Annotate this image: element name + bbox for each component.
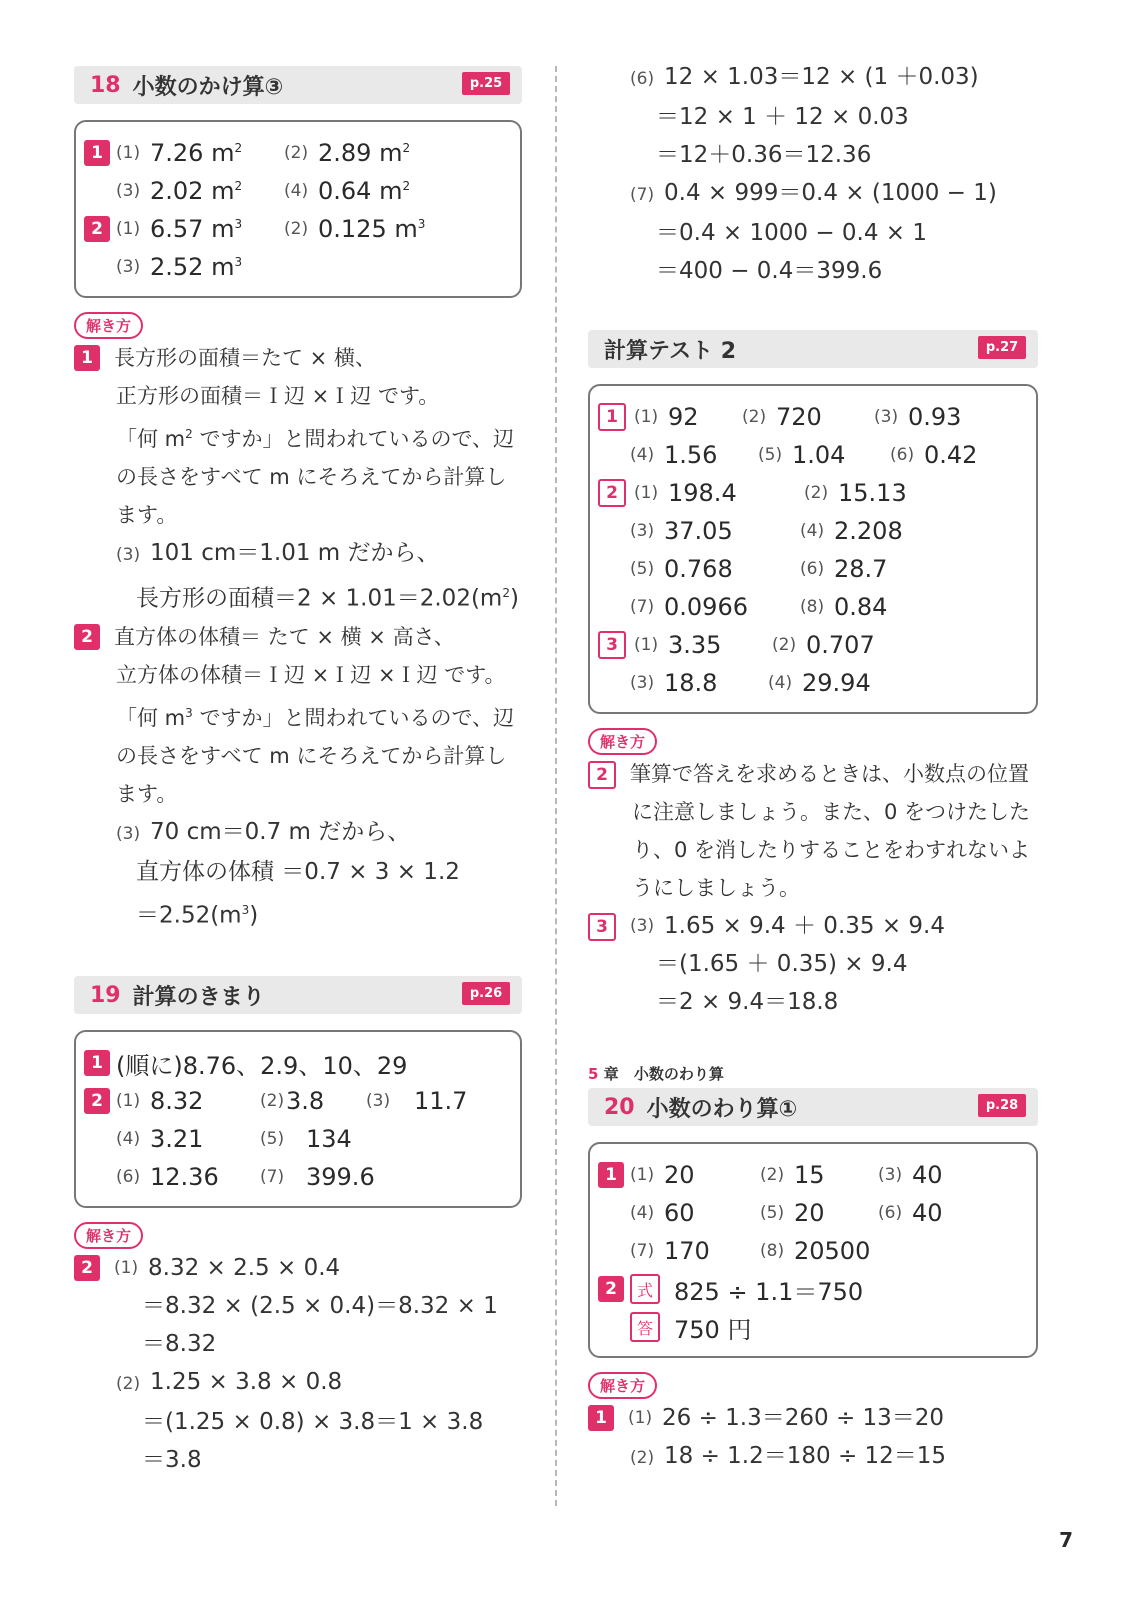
sub-question-label: (6)	[800, 559, 825, 579]
problem-number-badge: 2	[588, 761, 616, 789]
chapter-word: 章	[603, 1065, 619, 1083]
answer-value: 134	[306, 1125, 352, 1154]
answer-row	[598, 1232, 1028, 1270]
answer-row	[84, 1120, 512, 1158]
answer-row	[84, 248, 512, 286]
sub-question-label: (2)	[284, 143, 309, 163]
answer-value: 0.64 $m^2$	[318, 177, 411, 205]
section-19-header	[74, 976, 522, 1014]
answer-row	[598, 474, 1028, 512]
sub-question-label: (2)	[760, 1165, 785, 1185]
explanation-line: ＝8.32	[142, 1331, 217, 1358]
answer-value: 1.04	[792, 441, 846, 469]
sub-question-label: (7)	[630, 1241, 655, 1261]
answer-box-20	[588, 1142, 1038, 1358]
problem-number-badge: 1	[84, 140, 110, 166]
sub-question-label: (2)	[260, 1091, 285, 1112]
answer-value: 2.208	[834, 517, 903, 545]
answer-row	[598, 1308, 1028, 1346]
answer-value: 750 円	[674, 1315, 752, 1344]
explanation-line: ます。	[116, 781, 178, 806]
right-column	[588, 58, 1038, 1477]
sub-question-label: (4)	[768, 673, 793, 693]
sub-question-label: (1)	[116, 143, 141, 163]
sub-question-label: (1)	[634, 483, 659, 503]
explanation-line: に注意しましょう。また、0 をつけたした	[632, 800, 1031, 824]
answer-value: 0.93	[908, 403, 962, 431]
answer-value: 28.7	[834, 555, 888, 583]
explanation-20: 1 (1) 26 ÷ 1.3＝260 ÷ 13＝20 (2) 18 ÷ 1.2＝180 ÷ 12＝15	[588, 1399, 1038, 1477]
left-column	[74, 66, 522, 1479]
answer-value: 20500	[794, 1237, 871, 1265]
section-18-continued	[588, 58, 1038, 290]
sub-question-label: (5)	[260, 1129, 285, 1150]
sub-question-label: (5)	[760, 1203, 785, 1223]
answer-value: 3.35	[668, 631, 722, 659]
answer-row	[84, 1082, 512, 1120]
problem-number-badge: 2	[74, 1255, 100, 1281]
explanation-line: (2) 18 ÷ 1.2＝180 ÷ 12＝15	[630, 1443, 947, 1469]
answer-value: 3.8	[286, 1087, 325, 1116]
explanation-line: $=2.52(m^3)$	[136, 902, 259, 929]
answer-row	[598, 398, 1028, 436]
page-number: 7	[1059, 1528, 1073, 1552]
sub-question-label: (3)	[630, 521, 655, 541]
section-number: 19	[90, 982, 121, 1008]
sub-question-label: (2)	[284, 219, 309, 239]
answer-value: 92	[668, 403, 699, 431]
problem-number-badge: 2	[598, 1276, 624, 1302]
sub-question-label: (4)	[800, 521, 825, 541]
explanation-line: ＝2 × 9.4＝18.8	[656, 989, 839, 1015]
sub-question-label: (5)	[758, 445, 783, 465]
answer-row	[598, 626, 1028, 664]
answer-row	[598, 550, 1028, 588]
sub-question-label: (8)	[800, 597, 825, 617]
explanation-line: 正方形の面積＝Ｉ辺 ×Ｉ辺 です。	[116, 384, 440, 408]
explanation-line: ます。	[116, 503, 178, 527]
explanation-line: の長さをすべて m にそろえてから計算し	[116, 743, 507, 768]
problem-number-badge: 3	[588, 913, 616, 941]
column-divider	[555, 66, 557, 1506]
explanation-line: ＝3.8	[142, 1447, 202, 1474]
answer-value: 40	[912, 1199, 943, 1227]
sub-question-label: (8)	[760, 1241, 785, 1261]
sub-question-label: (6)	[116, 1167, 141, 1188]
explanation-line: ＝0.4 × 1000 − 0.4 × 1	[656, 220, 928, 246]
answer-row	[598, 1194, 1028, 1232]
sub-question-label: (1)	[630, 1165, 655, 1185]
explanation-line: 直方体の体積 ＝0.7 × 3 × 1.2	[136, 858, 460, 885]
explanation-tag: 解き方	[588, 1372, 657, 1399]
page-ref-badge: p.25	[462, 72, 510, 95]
page-ref-badge: p.26	[462, 982, 510, 1005]
chapter-label	[588, 1063, 1038, 1084]
answer-value: 37.05	[664, 517, 733, 545]
explanation-tag: 解き方	[588, 728, 657, 755]
answer-row	[84, 1044, 512, 1082]
sub-question-label: (1)	[634, 635, 659, 655]
explanation-line: うにしましょう。	[632, 876, 800, 900]
sub-question-label: (6)	[890, 445, 915, 465]
answer-value: 60	[664, 1199, 695, 1227]
explanation-line: 「何 $m^2$ ですか」と問われているので、辺	[116, 427, 515, 451]
sub-question-label: (1)	[116, 219, 141, 239]
problem-number-badge: 1	[598, 403, 626, 431]
answer-value: 170	[664, 1237, 710, 1265]
explanation-line: ＝12 × 1 ＋ 12 × 0.03	[656, 104, 909, 130]
answer-value: 399.6	[306, 1163, 375, 1192]
answer-value: 0.707	[806, 631, 875, 659]
formula-value: 825 ÷ 1.1＝750	[674, 1277, 864, 1306]
answer-value: 18.8	[664, 669, 718, 697]
answer-value: 0.125 $m^3$	[318, 215, 426, 243]
sub-question-label: (1)	[634, 407, 659, 427]
answer-row	[84, 134, 512, 172]
explanation-line: 直方体の体積＝ たて × 横 × 高さ、	[114, 624, 455, 649]
sub-question-label: (2)	[742, 407, 767, 427]
sub-question-label: (6)	[878, 1203, 903, 1223]
explanation-line: 26 ÷ 1.3＝260 ÷ 13＝20	[662, 1405, 945, 1431]
section-title: 計算テスト 2	[604, 338, 737, 364]
problem-number-badge: 2	[598, 479, 626, 507]
answer-value: 15.13	[838, 479, 907, 507]
answer-row	[84, 1158, 512, 1196]
explanation-line: 8.32 × 2.5 × 0.4	[148, 1255, 341, 1282]
sub-question-label: (5)	[630, 559, 655, 579]
answer-value: 0.42	[924, 441, 978, 469]
section-title: 小数のかけ算③	[132, 74, 284, 100]
problem-number-badge: 1	[588, 1405, 614, 1431]
answer-value: 6.57 $m^3$	[150, 215, 243, 243]
answer-value: 3.21	[150, 1125, 204, 1154]
problem-number-badge: 2	[84, 1088, 110, 1114]
explanation-line: 長方形の面積$=2 \times 1.01=2.02(m^2)$	[136, 585, 519, 612]
explanation-18	[74, 339, 522, 934]
explanation-19: 2 (1) 8.32 × 2.5 × 0.4 ＝8.32 × (2.5 × 0.4)＝8.32 × 1 ＝8.32 (2) 1.25 × 3.8 × 0.8 ＝(1.25 × 0.8) × 3.8＝1 × 3.8 ＝3.8	[74, 1249, 522, 1479]
explanation-line: (6) 12 × 1.03＝12 × (1 ＋0.03)	[630, 64, 979, 90]
explanation-line: (3) 70 cm＝0.7 m だから、	[116, 818, 411, 845]
explanation-line: 筆算で答えを求めるときは、小数点の位置	[630, 762, 1029, 786]
explanation-line: ＝(1.25 × 0.8) × 3.8＝1 × 3.8	[142, 1409, 484, 1436]
section-title: 計算のきまり	[132, 984, 265, 1010]
sub-question-label: (3)	[116, 257, 141, 277]
answer-value: 0.768	[664, 555, 733, 583]
answer-box-18	[74, 120, 522, 298]
formula-label-box: 式	[630, 1274, 660, 1304]
sub-question-label: (7)	[630, 597, 655, 617]
answer-row	[598, 512, 1028, 550]
answer-value: 29.94	[802, 669, 871, 697]
answer-value: 198.4	[668, 479, 737, 507]
sub-question-label: (4)	[630, 1203, 655, 1223]
answer-value: 7.26 $m^2$	[150, 139, 243, 167]
chapter-title: 小数のわり算	[633, 1065, 724, 1083]
answer-value: 2.52 $m^3$	[150, 253, 243, 281]
section-20-header	[588, 1088, 1038, 1126]
answer-row	[598, 1156, 1028, 1194]
problem-number-badge: 1	[74, 345, 100, 371]
sub-question-label: (2)	[772, 635, 797, 655]
answer-row	[598, 1270, 1028, 1308]
problem-number-badge: 1	[84, 1050, 110, 1076]
sub-question-label: (3)	[878, 1165, 903, 1185]
sub-question-label: (4)	[116, 1129, 141, 1150]
problem-number-badge: 3	[598, 631, 626, 659]
explanation-line: 長方形の面積＝たて × 横、	[114, 346, 376, 370]
sub-question-label: (2)	[804, 483, 829, 503]
answer-value: 1.56	[664, 441, 718, 469]
sub-question-label: (3)	[116, 181, 141, 201]
page-ref-badge: p.28	[978, 1094, 1026, 1117]
chapter-number: 5	[588, 1065, 599, 1083]
explanation-line: の長さをすべて m にそろえてから計算し	[116, 465, 507, 489]
section-number: 20	[604, 1094, 635, 1120]
explanation-line: (2) 1.25 × 3.8 × 0.8	[116, 1369, 343, 1396]
answer-row	[84, 172, 512, 210]
answer-box-19	[74, 1030, 522, 1208]
section-title: 小数のわり算①	[646, 1096, 798, 1122]
sub-question-label: (1)	[116, 1091, 141, 1112]
answer-value: (順に)8.76、2.9、10、29	[116, 1051, 408, 1080]
sub-question-label: (3)	[874, 407, 899, 427]
answer-value: 15	[794, 1161, 825, 1189]
section-18-header	[74, 66, 522, 104]
explanation-tag: 解き方	[74, 312, 143, 339]
explanation-tag: 解き方	[74, 1222, 143, 1249]
answer-row	[598, 664, 1028, 702]
answer-row	[598, 588, 1028, 626]
sub-question-label: (4)	[630, 445, 655, 465]
answer-value: 0.0966	[664, 593, 748, 621]
explanation-line: ＝12＋0.36＝12.36	[656, 142, 872, 168]
answer-value: 40	[912, 1161, 943, 1189]
explanation-line: ＝400 − 0.4＝399.6	[656, 258, 883, 284]
explanation-line: (3) 101 cm＝1.01 m だから、	[116, 540, 440, 566]
answer-value: 11.7	[414, 1087, 468, 1116]
answer-row	[598, 436, 1028, 474]
test-2-header	[588, 330, 1038, 368]
page-ref-badge: p.27	[978, 336, 1026, 359]
answer-label-box: 答	[630, 1312, 660, 1342]
answer-value: 12.36	[150, 1163, 219, 1192]
explanation-line: ＝(1.65 ＋ 0.35) × 9.4	[656, 951, 908, 977]
section-number: 18	[90, 72, 121, 98]
answer-value: 20	[664, 1161, 695, 1189]
answer-value: 720	[776, 403, 822, 431]
explanation-line: り、0 を消したりすることをわすれないよ	[632, 838, 1031, 862]
explanation-line: ＝8.32 × (2.5 × 0.4)＝8.32 × 1	[142, 1293, 498, 1320]
answer-row	[84, 210, 512, 248]
sub-question-label: (3)	[630, 673, 655, 693]
answer-value: 20	[794, 1199, 825, 1227]
problem-number-badge: 2	[84, 216, 110, 242]
problem-number-badge: 2	[74, 624, 100, 650]
answer-value: 8.32	[150, 1087, 204, 1116]
sub-question-label: (4)	[284, 181, 309, 201]
answer-box-test2	[588, 384, 1038, 714]
problem-number-badge: 1	[598, 1162, 624, 1188]
explanation-line: 1.65 × 9.4 ＋ 0.35 × 9.4	[664, 913, 945, 939]
explanation-test2: 2 筆算で答えを求めるときは、小数点の位置 に注意しましょう。また、0 をつけたした り、0 を消したりすることをわすれないよ うにしましょう。 3 (3) 1.65 × 9.4 ＋ 0.35 × 9.4 ＝(1.65 ＋ 0.35) × 9.4 ＝2 × 9.4＝18.8	[588, 755, 1038, 1021]
answer-value: 2.02 $m^2$	[150, 177, 243, 205]
sub-question-label: (3)	[366, 1091, 391, 1112]
sub-question-label: (7)	[260, 1167, 285, 1188]
explanation-line: 「何 $m^3$ ですか」と問われているので、辺	[116, 705, 515, 730]
answer-value: 0.84	[834, 593, 888, 621]
explanation-line: 立方体の体積＝Ｉ辺 ×Ｉ辺 ×Ｉ辺 です。	[116, 662, 506, 687]
answer-value: 2.89 $m^2$	[318, 139, 411, 167]
explanation-line: (7) 0.4 × 999＝0.4 × (1000 − 1)	[630, 180, 997, 206]
